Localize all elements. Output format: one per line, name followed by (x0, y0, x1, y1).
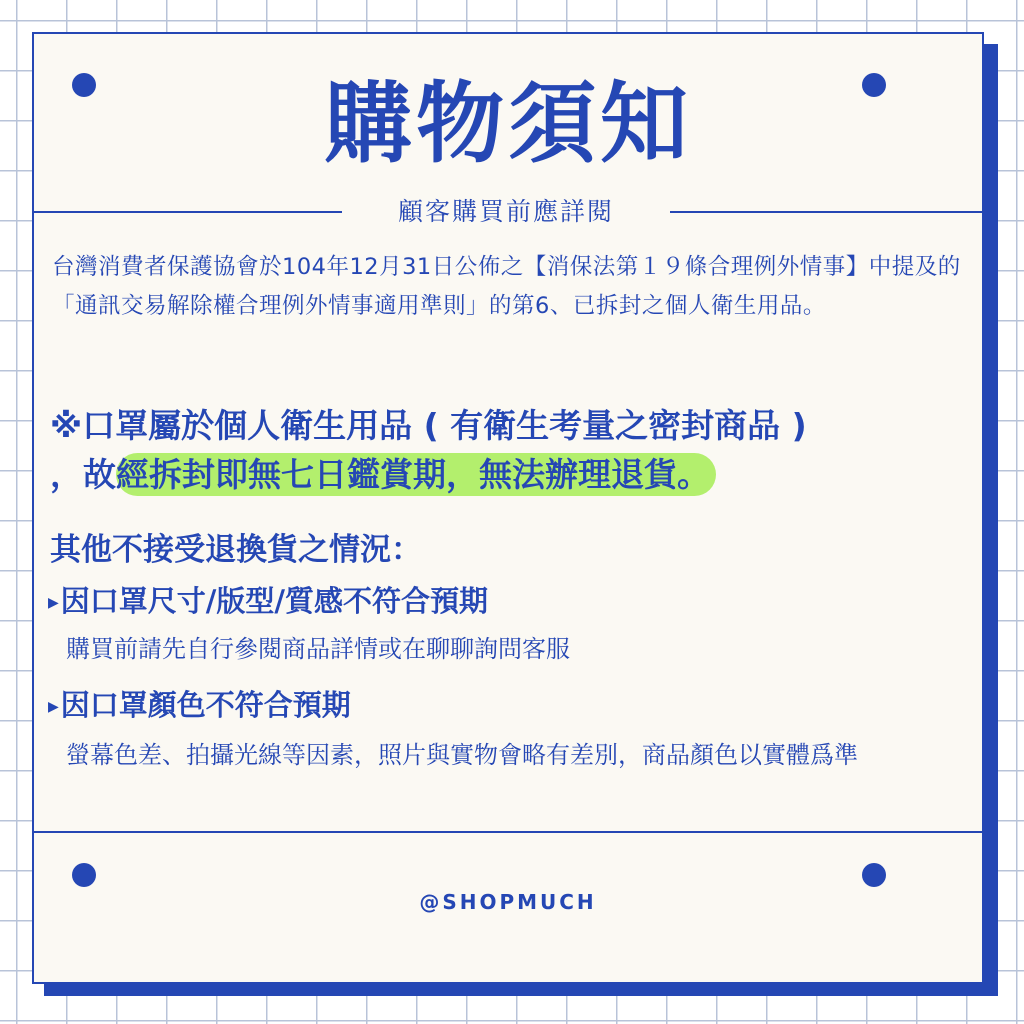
notice-line-2 (50, 450, 980, 499)
case-title-size-text: 因口罩尺寸/版型/質感不符合預期 (60, 584, 488, 618)
notice-card (32, 32, 984, 984)
corner-dot-bottom-left (72, 863, 96, 887)
triangle-right-icon: ▶ (48, 595, 59, 611)
corner-dot-bottom-right (862, 863, 886, 887)
triangle-right-icon: ▶ (48, 699, 59, 715)
corner-dot-top-right (862, 73, 886, 97)
case-title-color-text: 因口罩顏色不符合預期 (60, 688, 351, 722)
shop-handle: @SHOPMUCH (419, 890, 597, 914)
case-description-size: 購買前請先自行參閱商品詳情或在聊聊詢問客服 (66, 635, 570, 663)
case-title-size (48, 580, 488, 624)
notice-line-1: ※口罩屬於個人衛生用品 ( 有衛生考量之密封商品 ) (50, 406, 807, 445)
subtitle-divider-left (34, 211, 342, 213)
case-title-color (48, 684, 351, 728)
intro-paragraph: 台灣消費者保護協會於104年12月31日公佈之【消保法第１９條合理例外情事】中提及的「通訊交易解除權合理例外情事適用準則」的第6、已拆封之個人衛生用品。 (52, 254, 961, 319)
other-cases-heading: 其他不接受退換貨之情況： (50, 532, 422, 568)
case-description-color: 螢幕色差、拍攝光線等因素，照片與實物會略有差別，商品顏色以實體爲準 (66, 741, 858, 769)
subtitle-divider-right (670, 211, 982, 213)
highlighted-no-return-text: 經拆封即無七日鑑賞期，無法辦理退貨。 (116, 453, 716, 496)
corner-dot-top-left (72, 73, 96, 97)
subtitle: 顧客購買前應詳閱 (397, 197, 614, 226)
mask-return-notice (50, 401, 980, 499)
page-title: 購物須知 (323, 72, 692, 175)
footer-divider (34, 831, 982, 833)
notice-line-2-prefix: ，故 (50, 455, 116, 494)
